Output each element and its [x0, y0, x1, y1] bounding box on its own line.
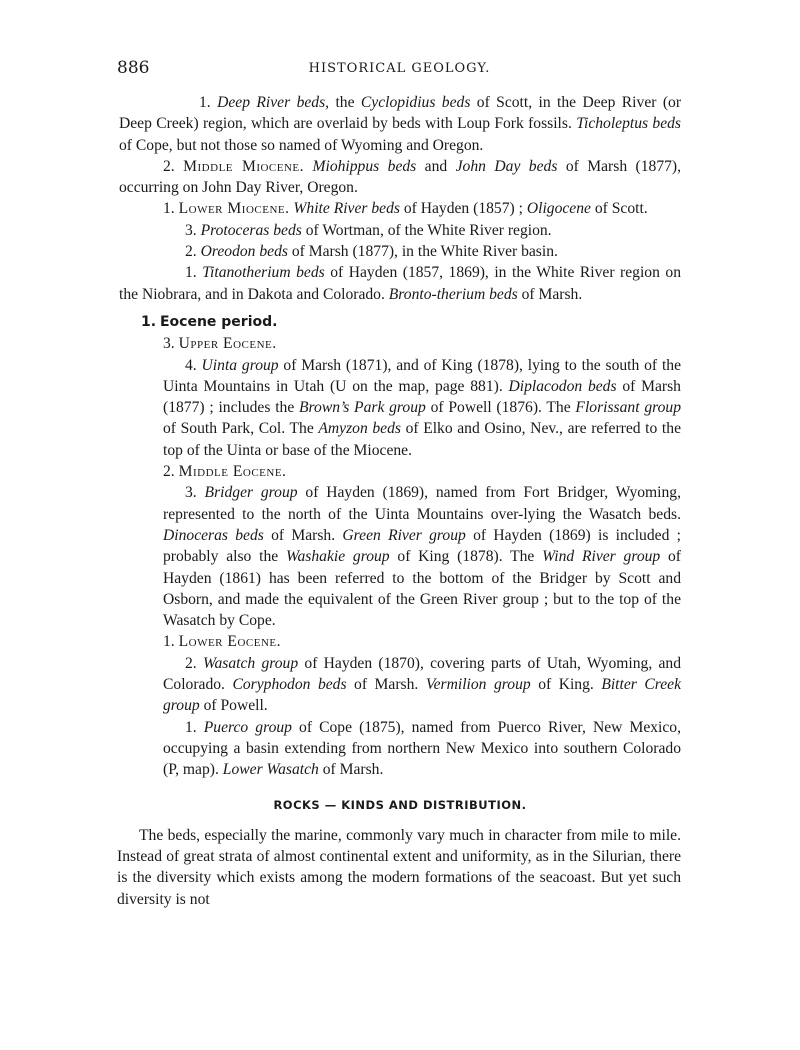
- running-title: HISTORICAL GEOLOGY.: [308, 61, 491, 76]
- entry-protoceras: 3. Protoceras beds of Wortman, of the White River region.: [185, 221, 552, 239]
- entry-bridger: 3. Bridger group of Hayden (1869), named from Fort Bridger, Wyoming, represented to the north of the Uinta Mountains over-lying the Wasatch beds. Dinoceras beds of Marsh. Green River group of Hayden (1869) is included ; probably also the Washakie group of King (1878). The Wind River group of Hayden (1861) has been referred to the bottom of the Bridger by Scott and Osborn, and made the equivalent of the Green River group ; but to the top of the Wasatch by Cope.: [163, 484, 681, 630]
- heading-lower-eocene: 1. Lower Eocene.: [163, 633, 282, 651]
- entry-deep-river: 1. Deep River beds, the Cyclopidius beds of Scott, in the Deep River (or Deep Creek) region, which are overlaid by beds with Loup Fork fossils. Ticholeptus beds of Cope, but not those so named of Wyoming and Oregon.: [119, 94, 682, 154]
- entry-oreodon: 2. Oreodon beds of Marsh (1877), in the White River basin.: [185, 243, 558, 261]
- page-header: [117, 58, 682, 80]
- entry-uinta: 4. Uinta group of Marsh (1871), and of King (1878), lying to the south of the Uinta Mountains in Utah (U on the map, page 881). Diplacodon beds of Marsh (1877) ; includes the Brown’s Park group of Powell (1876). The Florissant group of South Park, Col. The Amyzon beds of Elko and Osino, Nev., are referred to the top of the Uinta or base of the Miocene.: [163, 356, 681, 459]
- entry-wasatch: 2. Wasatch group of Hayden (1870), covering parts of Utah, Wyoming, and Colorado. Coryphodon beds of Marsh. Vermilion group of King. Bitter Creek group of Powell.: [163, 654, 681, 715]
- section-title: ROCKS — KINDS AND DISTRIBUTION.: [273, 797, 527, 812]
- heading-eocene-period: 1. Eocene period.: [141, 313, 278, 330]
- heading-upper-eocene: 3. Upper Eocene.: [163, 335, 277, 353]
- section-body: The beds, especially the marine, commonly vary much in character from mile to mile. Instead of great strata of almost continental extent and uniformity, as in the Silurian, there is the diversity which exists among the modern formations of the seacoast. But yet such diversity is not: [117, 826, 681, 908]
- entry-puerco: 1. Puerco group of Cope (1875), named from Puerco River, New Mexico, occupying a basin extending from northern New Mexico into southern Colorado (P, map). Lower Wasatch of Marsh.: [163, 718, 682, 779]
- entry-titanotherium: 1. Titanotherium beds of Hayden (1857, 1869), in the White River region on the Niobrara, and in Dakota and Colorado. Bronto-therium beds of Marsh.: [119, 264, 682, 303]
- page-number: 886: [117, 58, 150, 78]
- heading-middle-miocene: 2. Middle Miocene. Miohippus beds and John Day beds of Marsh (1877), occurring on John Day River, Oregon.: [119, 157, 682, 197]
- heading-lower-miocene: 1. Lower Miocene. White River beds of Hayden (1857) ; Oligocene of Scott.: [163, 200, 648, 218]
- heading-middle-eocene: 2. Middle Eocene.: [163, 463, 287, 481]
- page-body: [119, 92, 681, 910]
